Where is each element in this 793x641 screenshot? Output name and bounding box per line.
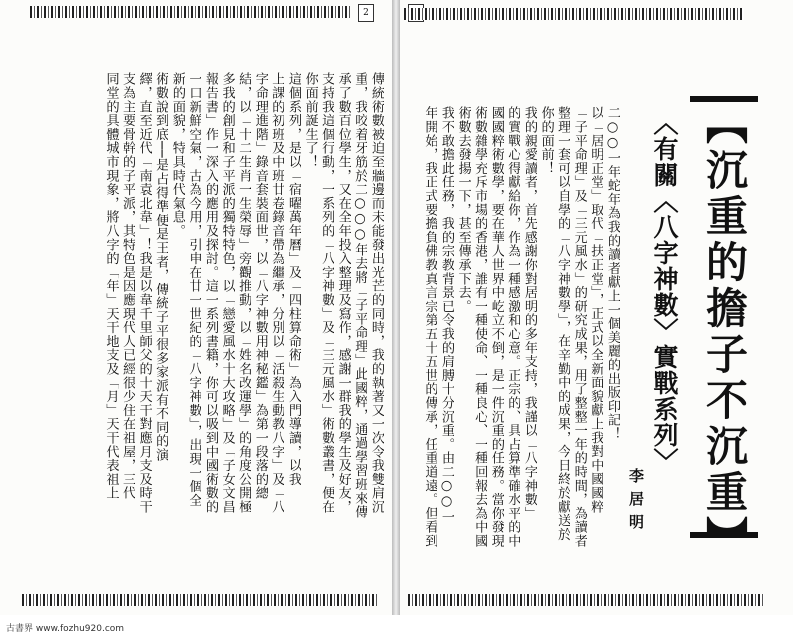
text-column: 重，我咬着牙筋於二○○○年去將「子平命理」此國粹，通過學習班來傳 [352, 72, 368, 519]
text-column: 你面前誕生了！ [302, 72, 318, 169]
author-name: 李居明 [627, 468, 645, 537]
text-column: 繹，直至近代「南袁北韋」！我是以韋千里師父的十天干對應月支及時干 [136, 72, 152, 514]
text-column: 二○○一年蛇年為我的讀者獻上一個美麗的出版印記！ [605, 106, 620, 441]
top-border-left [30, 6, 350, 18]
text-column: 同堂的具體城市現象，將八字的「年」天干地支及「月」天干代表祖上 [103, 72, 119, 500]
footer-strip [0, 615, 793, 641]
text-column: 術數去發揚一下，甚至傳承下去。 [455, 106, 471, 313]
page-number-left: 2 [358, 4, 374, 22]
text-column: 「子平命理」及「三元風水」的研究成果，用了整整一年的時間，為讀者 [571, 106, 587, 548]
right-page-body [406, 106, 620, 611]
text-column: 新的面貌，特具時代氣息。 [169, 72, 185, 238]
left-page-body [26, 72, 384, 577]
text-column: 術數說到底──是占得準便是王者，傳統子平很多家派有不同的演 [153, 72, 169, 462]
text-column: 支為主要骨幹的子平派，其特色是因應現代人已經很少住在祖屋，三代 [120, 72, 136, 500]
text-column: 支持我這個行動，一系列的「八字神數」及「三元風水」術數叢書，便在 [319, 72, 335, 514]
bottom-border-left [22, 594, 377, 606]
book-gutter [392, 0, 400, 615]
text-column: 這個系列，是以「宿曜萬年曆」及「四柱算命術」為入門導讀，以我 [286, 72, 302, 486]
text-column: 字命理進階」錄音套裝面世，以「八字神數用神秘鑑」為第一段落的總 [252, 72, 268, 500]
text-column: 結，以「十二生肖一生榮辱」旁觀推動，以「姓名改運學」的角度公開極 [236, 72, 252, 514]
article-subtitle: 〈有關〈八字神數〉實戰系列〉 [650, 110, 679, 474]
text-column: 多我的創見和子平派的獨特特色，以「戀愛風水十大攻略」及「子女文昌 [219, 72, 235, 514]
text-column: 上課的初班及中班廿卷錄音帶為繼承，分別以「活殺生動教八字」及「八 [269, 72, 285, 514]
text-column: 以「居明正堂」取代「扶正堂」，正式以全新面貌獻上我對中國國粹 [588, 106, 604, 514]
text-column: 傳統術數被迫至牆邊而未能發出光芒的同時，我的執著又一次令我雙肩沉 [369, 72, 384, 514]
text-column: 國國粹術數學，要在華人世界中屹立不倒，是一件沉重的任務。當你發現 [488, 106, 504, 548]
text-column: 報告書」作一深入的應用及探討。這一系列書籍，你可以吸到中國術數的 [203, 72, 219, 514]
text-column: 的實戰心得獻給你，作為一種感激和心意。正宗的、具占算準確水平的中 [505, 106, 521, 548]
text-column: 一口新鮮空氣，古為今用，引申在廿一世紀的「八字神數」，出現一個全 [186, 72, 202, 507]
top-border-right [404, 8, 744, 20]
text-column: 整理一套可以自學的「八字神數學」，在辛勤中的成果，今日終於獻送於 [555, 106, 571, 541]
text-column: 年開始，我正式要擔負佛教真言宗第五十五世的傳承，任重道遠。但看到 [422, 106, 438, 548]
footer-watermark: 古書界 www.fozhu920.com [6, 624, 125, 634]
title-frame [690, 96, 758, 562]
text-column: 你的面前！ [538, 106, 554, 175]
article-title: 【沉重的擔子不沉重】 [700, 102, 749, 562]
text-column: 我的親愛讀者，首先感謝你對居明的多年支持，我謹以「八字神數」 [522, 106, 538, 520]
text-column: 承了數百位學生，又在全年投入整理及寫作，感謝一群我的學生及好友， [335, 72, 351, 514]
text-column: 我不敢擔此任務，我的宗教背景已令我的肩膊十分沉重。由二○○一 [439, 106, 455, 524]
text-column: 術數雜學充斥市場的香港，誰有一種使命、一種良心、一種回報去為中國 [472, 106, 488, 548]
